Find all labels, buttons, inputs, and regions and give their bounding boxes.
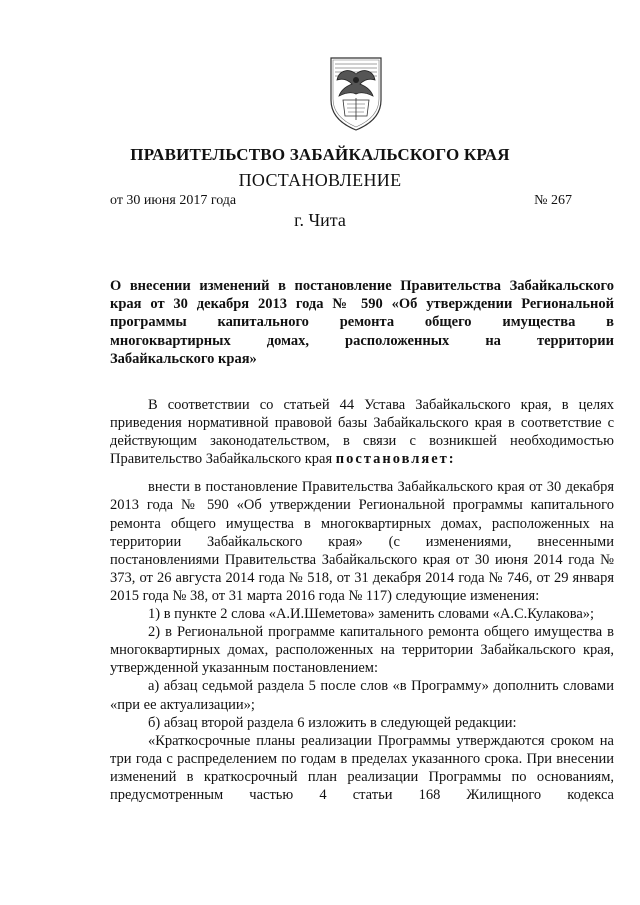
body-paragraph: внести в постановление Правительства Забайкальского края от 30 декабря 2013 года № 590 «Об утверждении Региональной программы капитального ремонта общего имущества в многоквартирных домах, расположенных на территории Забайкальского края» (с изменениями, внесенными постановлениями Правительства Забайкальского края от 30 июня 2014 года № 373, от 26 августа 2014 года № 518, от 31 декабря 2014 года № 746, от 29 января 2015 года № 38, от 31 марта 2016 года № 117) следующие изменения:	[110, 479, 614, 604]
title-line: О внесении изменений в постановление Правительства Забайкальского	[110, 278, 614, 294]
government-name: ПРАВИТЕЛЬСТВО ЗАБАЙКАЛЬСКОГО КРАЯ	[130, 145, 510, 164]
preamble-verb: постановляет:	[335, 451, 456, 468]
coat-of-arms-icon	[323, 54, 389, 132]
document-body	[110, 396, 614, 804]
body-paragraph: 2) в Региональной программе капитального ремонта общего имущества в многоквартирных домах, расположенных на территории Забайкальского края, утвержденной указанным постановлением:	[110, 624, 614, 677]
document-title	[110, 277, 614, 368]
body-paragraph: «Краткосрочные планы реализации Программы утверждаются сроком на три года с распределением по годам в пределах указанного срока. При внесении изменений в краткосрочный план реализации Программы по основаниям, предусмотренным частью 4 статьи 168 Жилищного кодекса	[110, 732, 614, 803]
body-paragraph: а) абзац седьмой раздела 5 после слов «в Программу» дополнить словами «при ее актуализации»;	[110, 678, 614, 713]
document-number: № 267	[534, 193, 572, 208]
document-date: от 30 июня 2017 года	[110, 193, 237, 208]
title-line: края от 30 декабря 2013 года № 590 «Об утверждении Региональной	[110, 296, 614, 313]
title-line: Забайкальского края»	[110, 350, 257, 367]
title-line: программы капитального ремонта общего имущества в	[110, 314, 614, 331]
document-city: г. Чита	[294, 210, 346, 230]
document-type: ПОСТАНОВЛЕНИЕ	[238, 170, 402, 190]
body-paragraph: б) абзац второй раздела 6 изложить в следующей редакции:	[148, 714, 517, 731]
body-paragraph: 1) в пункте 2 слова «А.И.Шеметова» заменить словами «А.С.Кулакова»;	[148, 606, 595, 623]
title-line: многоквартирных домах, расположенных на территории	[110, 332, 614, 349]
preamble-paragraph	[110, 396, 614, 468]
preamble-text: В соответствии со статьей 44 Устава Забайкальского края, в целях приведения нормативной правовой базы Забайкальского края в соответствие с действующим законодательством, в связи с возникшей необходимостью Правительство Забайкальского края	[110, 397, 614, 468]
